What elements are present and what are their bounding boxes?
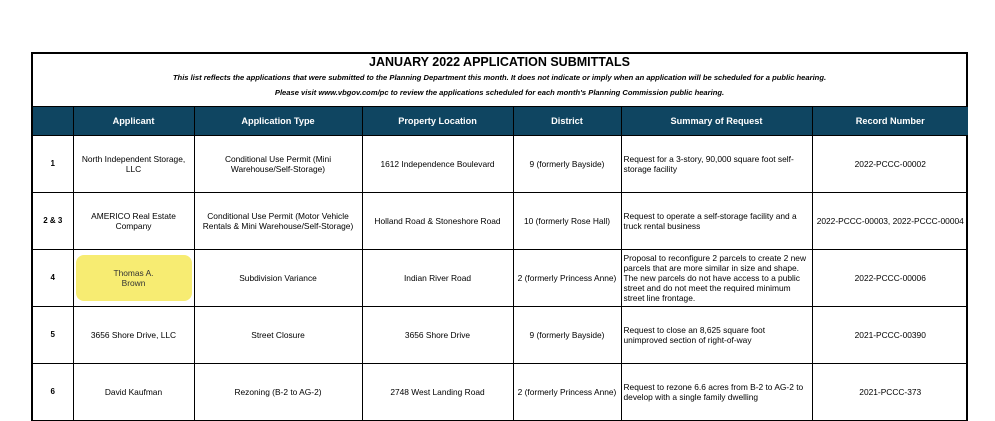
table-row [33, 364, 968, 421]
application-type-cell: Street Closure [194, 307, 362, 364]
property-location-cell: 3656 Shore Drive [362, 307, 513, 364]
title-block [33, 54, 966, 107]
application-type-cell: Conditional Use Permit (Mini Warehouse/Self-Storage) [194, 136, 362, 193]
property-location-cell: Indian River Road [362, 250, 513, 307]
summary-cell: Request to close an 8,625 square foot unimproved section of right-of-way [621, 307, 812, 364]
district-cell: 2 (formerly Princess Anne) [513, 364, 621, 421]
application-type-cell: Rezoning (B-2 to AG-2) [194, 364, 362, 421]
applicant-cell: 3656 Shore Drive, LLC [73, 307, 194, 364]
table-row [33, 250, 968, 307]
district-cell: 10 (formerly Rose Hall) [513, 193, 621, 250]
applicant-cell: David Kaufman [73, 364, 194, 421]
summary-cell: Request for a 3-story, 90,000 square foot self-storage facility [621, 136, 812, 193]
highlighted-applicant: Thomas A. Brown [76, 255, 192, 301]
summary-cell: Proposal to reconfigure 2 parcels to create 2 new parcels that are more similar in size and shape. The new parcels do not have access to a public street and do not meet the required minimum street line frontage. [621, 250, 812, 307]
submittals-sheet [31, 52, 968, 421]
row-number: 2 & 3 [33, 193, 73, 250]
district-cell: 9 (formerly Bayside) [513, 136, 621, 193]
property-location-cell: 1612 Independence Boulevard [362, 136, 513, 193]
property-location-cell: 2748 West Landing Road [362, 364, 513, 421]
application-type-cell: Subdivision Variance [194, 250, 362, 307]
district-cell: 2 (formerly Princess Anne) [513, 250, 621, 307]
header-row [33, 107, 968, 136]
col-header-number [33, 107, 73, 136]
submittals-table [33, 107, 968, 421]
applicant-cell [73, 250, 194, 307]
col-header-record-number: Record Number [812, 107, 968, 136]
record-number-cell: 2021-PCCC-00390 [812, 307, 968, 364]
table-row [33, 307, 968, 364]
record-number-cell: 2022-PCCC-00002 [812, 136, 968, 193]
record-number-cell: 2022-PCCC-00006 [812, 250, 968, 307]
record-number-cell: 2022-PCCC-00003, 2022-PCCC-00004 [812, 193, 968, 250]
table-row [33, 136, 968, 193]
record-number-cell: 2021-PCCC-373 [812, 364, 968, 421]
document-title: JANUARY 2022 APPLICATION SUBMITTALS [369, 55, 630, 69]
row-number: 6 [33, 364, 73, 421]
col-header-applicant: Applicant [73, 107, 194, 136]
district-cell: 9 (formerly Bayside) [513, 307, 621, 364]
table-row [33, 193, 968, 250]
row-number: 5 [33, 307, 73, 364]
disclaimer-note: This list reflects the applications that were submitted to the Planning Department this month. It does not indicate or imply when an application will be scheduled for a public hearing. [172, 73, 827, 82]
application-type-cell: Conditional Use Permit (Motor Vehicle Rentals & Mini Warehouse/Self-Storage) [194, 193, 362, 250]
website-note: Please visit www.vbgov.com/pc to review the applications scheduled for each month's Planning Commission public hearing. [274, 88, 725, 97]
col-header-district: District [513, 107, 621, 136]
col-header-application-type: Application Type [194, 107, 362, 136]
col-header-summary: Summary of Request [621, 107, 812, 136]
summary-cell: Request to rezone 6.6 acres from B-2 to AG-2 to develop with a single family dwelling [621, 364, 812, 421]
row-number: 1 [33, 136, 73, 193]
property-location-cell: Holland Road & Stoneshore Road [362, 193, 513, 250]
row-number: 4 [33, 250, 73, 307]
col-header-property-location: Property Location [362, 107, 513, 136]
summary-cell: Request to operate a self-storage facility and a truck rental business [621, 193, 812, 250]
applicant-cell: AMERICO Real Estate Company [73, 193, 194, 250]
applicant-cell: North Independent Storage, LLC [73, 136, 194, 193]
